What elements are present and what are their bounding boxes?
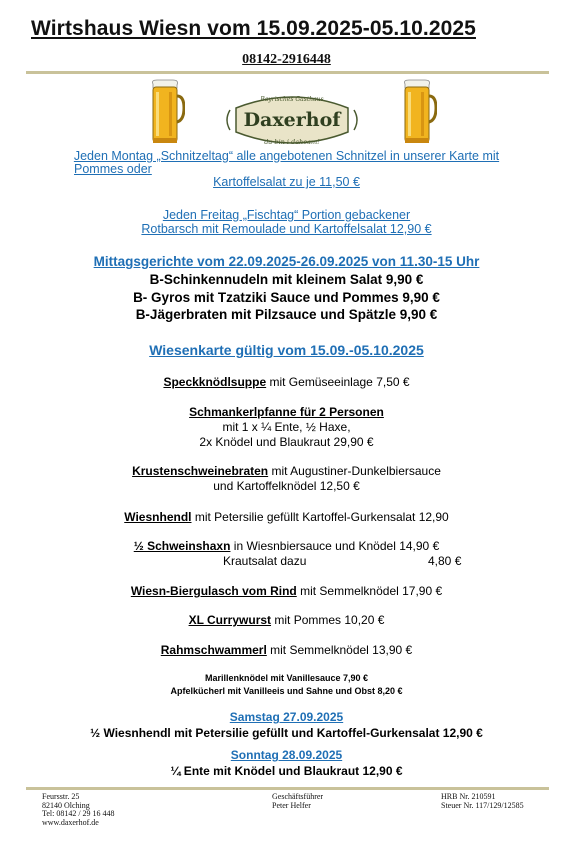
daxerhof-logo [222,88,362,152]
lunch-title: Mittagsgerichte vom 22.09.2025-26.09.2025 von 11.30-15 Uhr [93,254,480,269]
lunch-item: B- Gyros mit Tzatziki Sauce und Pommes 9,90 € [133,289,440,305]
beer-mug-icon-left [147,78,185,148]
dessert-item: Marillenknödel mit Vanillesauce 7,90 € [204,673,369,683]
svg-text:da bin i dahoam!: da bin i dahoam! [264,138,320,146]
footer-registry: HRB Nr. 210591 Steuer Nr. 117/129/12585 [441,792,524,810]
menu-item-currywurst: XL Currywurst mit Pommes 10,20 € [188,613,385,627]
svg-text:Bayrisches Gasthaus: Bayrisches Gasthaus [260,96,324,103]
menu-item-krustenschweinebraten: Krustenschweinebraten mit Augustiner-Dunkelbiersauce und Kartoffelknödel 12,50 € [132,464,441,493]
beer-mug-icon-right [399,78,437,148]
lunch-item: B-Schinkennudeln mit kleinem Salat 9,90 € [149,272,424,287]
lunch-list [0,271,573,324]
menu-item-biergulasch: Wiesn-Biergulasch vom Rind mit Semmelknödel 17,90 € [130,584,443,598]
wiesen-title: Wiesenkarte gültig vom 15.09.-05.10.2025 [149,342,424,358]
menu-item-speckknoedlsuppe: Speckknödlsuppe mit Gemüseeinlage 7,50 € [163,375,410,389]
friday-promo: Jeden Freitag „Fischtag“ Portion gebackener Rotbarsch mit Remoulade und Kartoffelsalat 12,90 € [141,208,432,236]
sunday-item: ¼ Ente mit Knödel und Blaukraut 12,90 € [170,764,403,778]
menu-item-rahmschwammerl: Rahmschwammerl mit Semmelknödel 13,90 € [160,643,413,657]
saturday-title: Samstag 27.09.2025 [229,710,344,724]
sunday-title: Sonntag 28.09.2025 [230,748,343,762]
svg-text:Daxerhof: Daxerhof [243,109,341,131]
phone-number: 08142-2916448 [242,52,331,67]
dessert-list [0,672,573,698]
menu-item-wiesnhendl: Wiesnhendl mit Petersilie gefüllt Kartoffel-Gurkensalat 12,90 [124,510,449,524]
monday-promo: Jeden Montag „Schnitzeltag“ alle angebotenen Schnitzel in unserer Karte mit Pommes oder Kartoffelsalat zu je 11,50 € [73,149,500,189]
footer-address: Feursstr. 25 82140 Olching Tel: 08142 / 29 16 448 www.daxerhof.de [42,792,115,827]
page-title: Wirtshaus Wiesn vom 15.09.2025-05.10.2025 [31,17,476,40]
menu-item-schmankerlpfanne: Schmankerlpfanne für 2 Personen mit 1 x ¼ Ente, ½ Haxe, 2x Knödel und Blaukraut 29,90 € [189,405,384,449]
top-divider [26,71,549,74]
menu-item-schweinshaxn: ½ Schweinshaxn in Wiesnbiersauce und Knödel 14,90 € Krautsalat dazu 4,80 € [133,539,462,568]
dessert-item: Apfelkücherl mit Vanilleeis und Sahne und Obst 8,20 € [170,686,403,696]
bottom-divider [26,787,549,790]
footer-manager: Geschäftsführer Peter Helfer [272,792,324,810]
lunch-item: B-Jägerbraten mit Pilzsauce und Spätzle 9,90 € [135,307,438,322]
saturday-item: ½ Wiesnhendl mit Petersilie gefüllt und Kartoffel-Gurkensalat 12,90 € [90,726,483,740]
